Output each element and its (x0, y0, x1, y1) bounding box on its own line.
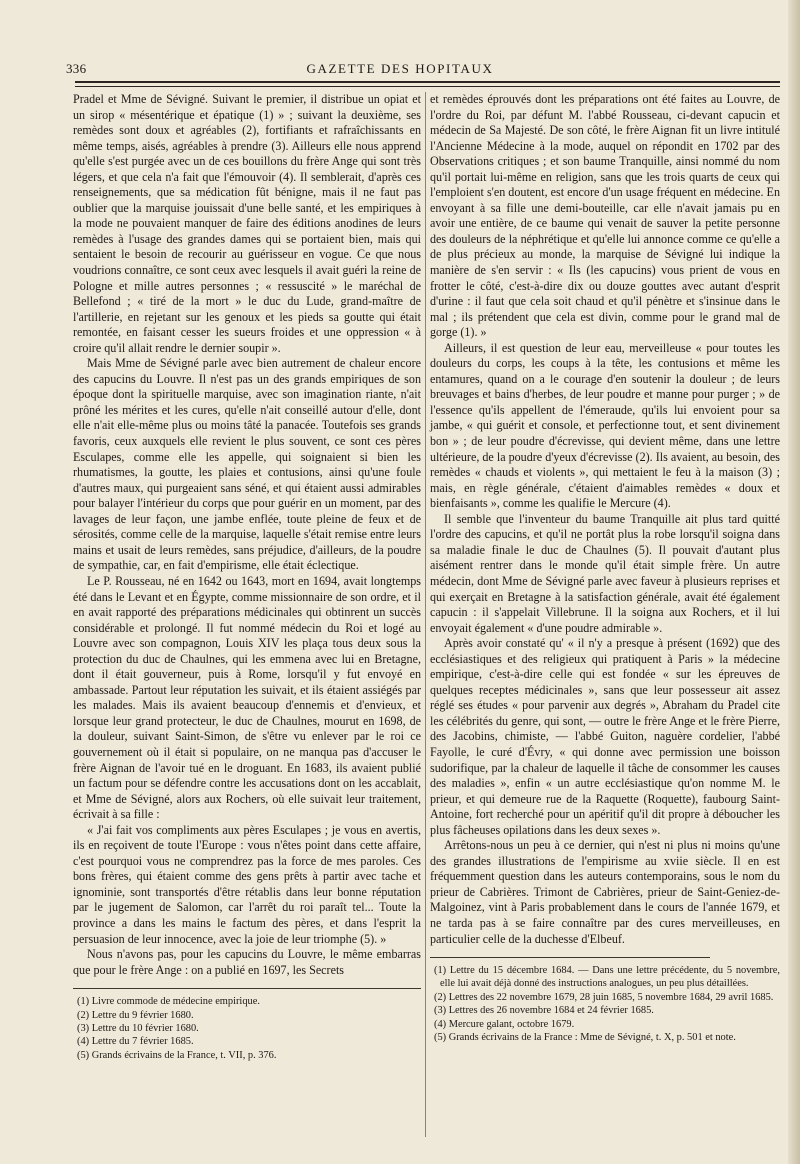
page-edge-shadow (788, 0, 800, 1164)
right-column (430, 92, 780, 1045)
paragraph: « J'ai fait vos compliments aux pères Esculapes ; je vous en avertis, ils en reçoivent de toute l'Europe : vous n'êtes point dans cette affaire, c'est pourquoi vous ne comprendrez pas la force de mes paroles. Ces bons frères, qui étaient comme des gens prêts à partir avec tache et ignominie, sont transportés d'être rétablis dans leur bonne réputation par le jugement de Salomon, car l'arrêt du roi paraît tel... Toute la province a dans les mains le factum des pères, et dans l'esprit la persuasion de leur innocence, avec la joie de leur triomphe (5). » (73, 822, 421, 946)
footnote: (4) Mercure galant, octobre 1679. (434, 1018, 575, 1030)
paragraph: Ailleurs, il est question de leur eau, merveilleuse « pour toutes les douleurs du corps, les coups à la tête, les contusions et même les entamures, quand on a le courage d'en soutenir la douleur ; de leurs breuvages et bains d'herbes, de leur poudre et manne pour purger ; » de l'essence qu'ils appellent de l'émeraude, qu'ils lui envoient pour sa jambe, « qui guérit et console, et perfectionne tout, et sent divinement bon » ; de leur poudre d'écrevisse, qui devient même, dans une lettre ultérieure, de la poudre d'yeux d'écrevisse (2). Ils avaient, au besoin, des remèdes « chauds et violents », qui mettaient le feu à la maison (3) ; mais, en règle générale, c'étaient d'aimables remèdes « doux et bienfaisants », comme les qualifie le Mercure (4). (430, 340, 780, 511)
paragraph: Mais Mme de Sévigné parle avec bien autrement de chaleur encore des capucins du Louvre. Il n'est pas un des grands empiriques de son époque dont la spirituelle marquise, avec son imagination riante, n'ait prôné les mérites et les cures, qu'elle n'ait conseillé autour d'elle, dont elle n'ait elle-même plus ou moins tâté la panacée. Toutefois ses grands favoris, ceux auxquels elle revient le plus souvent, ce sont ces pères Esculapes, comme elle les appelle, qui soignaient si bien les rhumatismes, la goutte, les plaies et contusions, ainsi qu'une foule d'autres maux, qui purgeaient sans séné, et qui étaient aussi admirables pour balayer l'intérieur du corps que pour guérir en un moment, par des lavages de leur façon, une jambe enflée, toute pleine de feux et de sérosités, comme celle de la marquise, laquelle s'était remise entre leurs mains et usait de leurs remèdes, sans préjudice, d'ailleurs, de la poudre de sympathie, car, en fait d'empirisme, elle était éclectique. (73, 356, 421, 573)
footnote-rule (73, 988, 421, 989)
footnotes-left (73, 995, 421, 1062)
page-number: 336 (66, 61, 87, 76)
footnote: (3) Lettre du 10 février 1680. (77, 1022, 199, 1034)
footnote: (1) Livre commode de médecine empirique. (77, 996, 260, 1008)
footnote-rule (430, 957, 710, 958)
footnote: (5) Grands écrivains de la France : Mme de Sévigné, t. X, p. 501 et note. (434, 1032, 736, 1044)
paragraph: Pradel et Mme de Sévigné. Suivant le premier, il distribue un opiat et un sirop « mésentérique et épatique (1) » ; suivant la deuxième, ses remèdes sont doux et agréables (2), fortifiants et rafraîchissants en même temps, aisés, agréables à prendre (3). Ailleurs elle nous apprend qu'elle s'est purgée avec un de ces bouillons du frère Ange qui sont très légers, et que cela n'a fait que l'émouvoir (4). Il semblerait, d'après ces renseignements, que sa médication fût bénigne, mais il ne faut pas oublier que la marquise jouissait d'une belle santé, et les empiriques à la mode ne pouvaient manquer de faire des éditions anodines de leurs remèdes à l'usage des grandes dames qui se portaient bien, mais qui sentaient le besoin de recourir au guérisseur en vogue. Ce que nous voudrions connaître, ce sont ceux avec lesquels il avait guéri la reine de Pologne et mille autres personnes ; « ressuscité » le maréchal de Bellefond ; « tiré de la mort » le duc du Lude, grand-maître de l'artillerie, en rejetant sur les genoux et les pieds sa goutte qui était remontée, en faisant cesser les sueurs froides et une oppression « à croire qu'il allait rendre le dernier soupir ». (73, 92, 421, 355)
header-rule-thin (75, 86, 780, 87)
running-title: GAZETTE DES HOPITAUX (306, 61, 494, 76)
footnote: (2) Lettre du 9 février 1680. (77, 1009, 194, 1021)
paragraph: Arrêtons-nous un peu à ce dernier, qui n'est ni plus ni moins qu'une des grandes illustrations de l'empirisme au xviie siècle. Il en est fréquemment question dans les auteurs contemporains, sous le nom du prieur de Cabrières. Trimont de Cabrières, prieur de Saint-Geniez-de-Malgoinez, vint à Paris probablement dans le cours de l'année 1679, et ne tarda pas à se faire connaître par des cures merveilleuses, en particulier celle de la duchesse d'Elbeuf. (430, 838, 780, 946)
footnote: (3) Lettres des 26 novembre 1684 et 24 février 1685. (434, 1005, 654, 1017)
column-divider (425, 92, 426, 1137)
paragraph: et remèdes éprouvés dont les préparations ont été faites au Louvre, de l'ordre du Roi, par défunt M. l'abbé Rousseau, ci-devant capucin et médecin de Sa Majesté. De son côté, le frère Aignan fit un livre intitulé l'Ancienne Médecine à la mode, auquel on répondit en 1702 par des Observations critiques ; et son baume Tranquille, ainsi nommé du nom qu'il portait lui-même en religion, sans que les trois quarts de ceux qui l'emploient s'en doutent, est encore d'un usage fréquent en médecine. En envoyant à sa fille une demi-bouteille, car elle n'avait jamais pu en avoir une entière, de ce baume qui venait de sauver la petite personne des douleurs de la néphrétique et qu'elle lui annonce comme ce qu'elle a de plus précieux au monde, la marquise de Sévigné lui indique la manière de s'en servir : « Ils (les capucins) vous prient de vous en frotter le côté, c'est-à-dire dix ou douze gouttes avec autant d'esprit d'urine : il faut que cela soit chaud et qu'il pénètre et s'insinue dans le mal ; ils prétendent que cela est divin, comme pour le grand mal de gorge (1). » (430, 92, 780, 340)
footnote: (1) Lettre du 15 décembre 1684. — Dans une lettre précédente, du 5 novembre, elle lui avait déjà donné des instructions analogues, un peu plus détaillées. (434, 965, 780, 990)
footnotes-right (430, 964, 780, 1044)
footnote: (5) Grands écrivains de la France, t. VII, p. 376. (77, 1049, 277, 1061)
paragraph: Après avoir constaté qu' « il n'y a presque à présent (1692) que des ecclésiastiques et des religieux qui pratiquent à Paris » la médecine empirique, c'est-à-dire celle qui est fondée « sur les épreuves de quelques receptes médicinales », sans que leur possesseur ait assez réglé ses études « pour parvenir aux degrés », Abraham du Pradel cite les célébrités du genre, qui sont, — outre le frère Ange et le frère Pierre, des Jacobins, chimiste, — l'abbé Guiton, naguère cordelier, l'abbé Fayolle, le curé d'Évry, « qui donne avec permission une boisson sudorifique, par la chaleur de laquelle il tâche de consommer les causes des maladies », enfin « un autre ecclésiastique qu'on nomme M. le prieur, et qui demeure rue de la Raquette (Roquette), faubourg Saint-Antoine, fort recherché pour un apéritif qu'il dit propre à déboucher les plus fâcheuses opilations dans les deux sexes ». (430, 636, 780, 837)
paragraph: Le P. Rousseau, né en 1642 ou 1643, mort en 1694, avait longtemps été dans le Levant et en Égypte, comme missionnaire de son ordre, et il en avait rapporté des préparations médicinales qui obtinrent un succès considérable et prolongé. Il fut nommé médecin du Roi et logé au Louvre avec son compagnon, Louis XIV les plaça tous deux sous la protection du duc de Chaulnes, qui les emmena avec lui en Bretagne, dont il était gouverneur, puis à Rome, lorsqu'il y fut envoyé en ambassade. Partout leur réputation les suivait, et ils étaient assiégés par les malades. Mais ils avaient beaucoup d'ennemis et d'envieux, et lorsque leur grand protecteur, le duc de Chaulnes, mourut en 1698, de la douleur, suivant Saint-Simon, de s'être vu enlever par le roi ce gouvernement où il était si populaire, on ne manqua pas d'accuser le frère Aignan de l'avoir tué en le droguant. En 1683, ils avaient publié un factum pour se défendre contre les accusations dont on les accablait, et Mme de Sévigné, alors aux Rochers, où elle suivait leur traitement, écrivait à sa fille : (73, 573, 421, 822)
paragraph: Nous n'avons pas, pour les capucins du Louvre, le même embarras que pour le frère Ange : on a publié en 1697, les Secrets (73, 947, 421, 977)
header-rule-thick (75, 81, 780, 83)
left-column (73, 92, 421, 1062)
paragraph: Il semble que l'inventeur du baume Tranquille ait plus tard quitté l'ordre des capucins, et qu'il ne portât plus la robe lorsqu'il soigna dans sa maladie finale le duc de Chaulnes (5). Il pouvait d'autant plus aisément rentrer dans le monde qu'il était simple frère. Un autre médecin, dont Mme de Sévigné parle avec faveur à plusieurs reprises et qui exerçait en Bretagne à la satisfaction générale, avait été également capucin : il s'appelait Villebrune. Il la soigna aux Rochers, et il lui envoyait également « d'une poudre admirable ». (430, 511, 780, 635)
footnote: (2) Lettres des 22 novembre 1679, 28 juin 1685, 5 novembre 1684, 29 avril 1685. (434, 991, 774, 1003)
footnote: (4) Lettre du 7 février 1685. (77, 1036, 194, 1048)
